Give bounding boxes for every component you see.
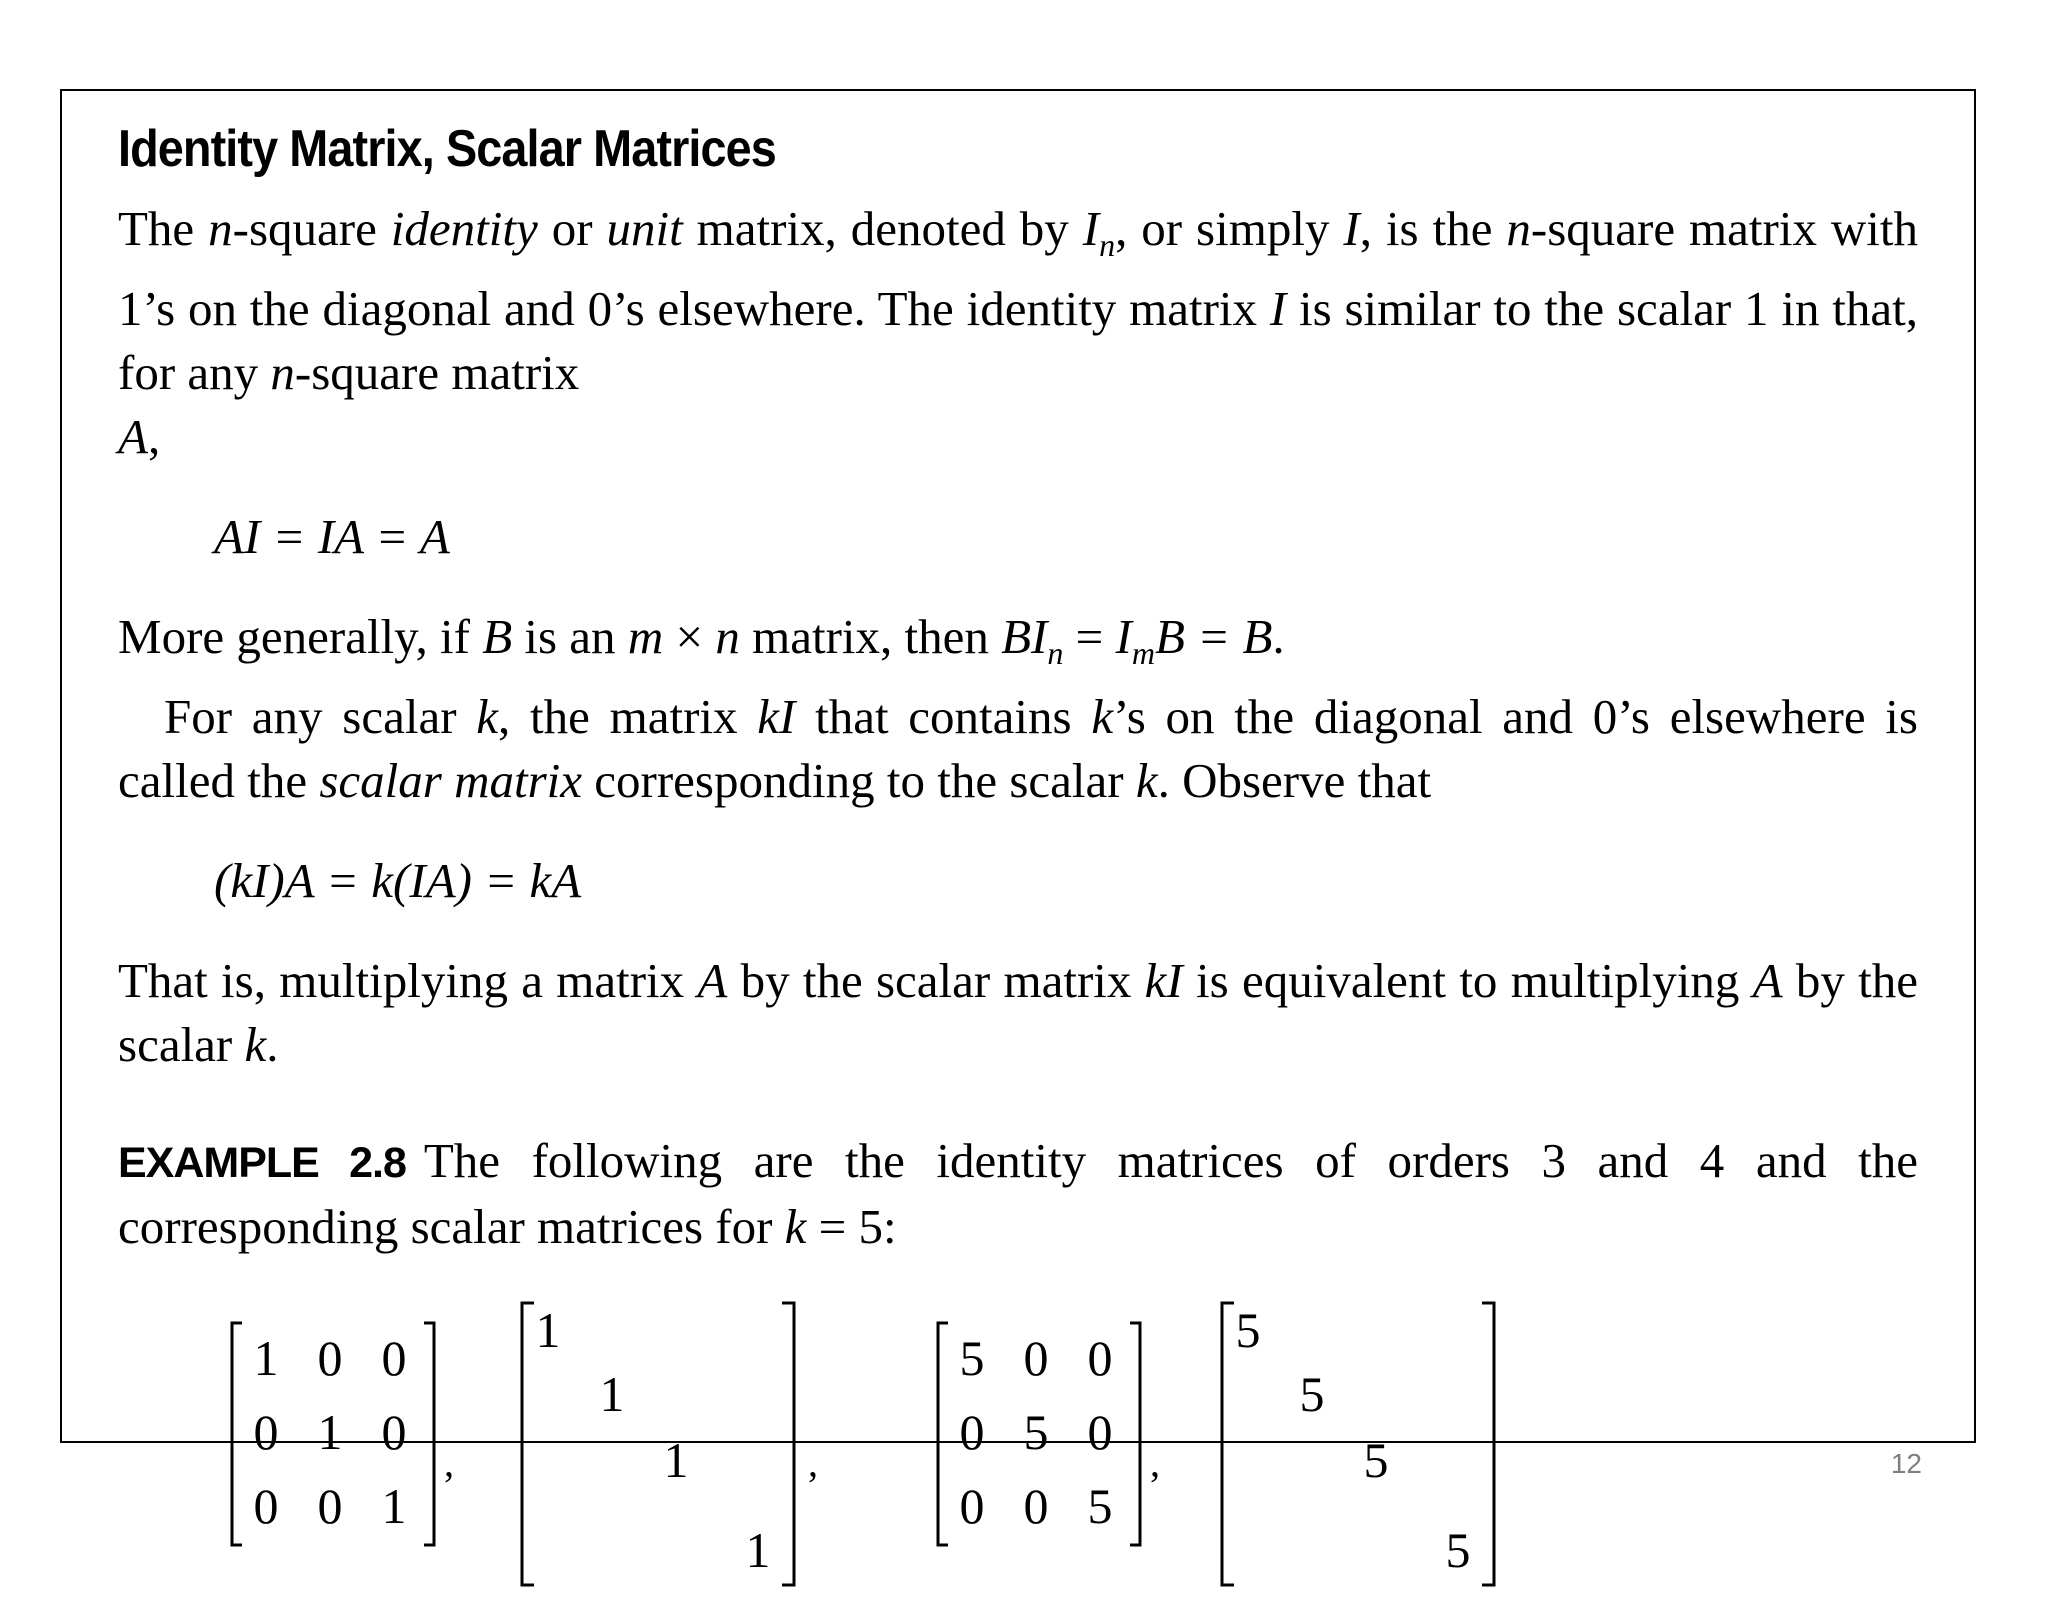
matrix-entry: 5 bbox=[1363, 1431, 1389, 1488]
slide-content bbox=[118, 119, 1918, 1619]
matrix-entry: 5 bbox=[959, 1329, 985, 1386]
text: That is, multiplying a matrix bbox=[118, 952, 698, 1008]
identity-matrix-4 bbox=[518, 1299, 798, 1594]
text: scalar matrix bbox=[319, 752, 583, 808]
text: I bbox=[1115, 608, 1132, 664]
text: = 5: bbox=[806, 1198, 897, 1254]
text: m bbox=[627, 608, 664, 664]
matrix-entry: 0 bbox=[1023, 1477, 1049, 1534]
text: I bbox=[1269, 280, 1287, 336]
example-label: EXAMPLE 2.8 bbox=[118, 1138, 406, 1187]
text: , bbox=[147, 408, 161, 464]
text: BI bbox=[1001, 608, 1048, 664]
matrix-entry: 0 bbox=[381, 1403, 407, 1460]
left-bracket bbox=[1222, 1303, 1234, 1585]
subscript: m bbox=[1131, 634, 1155, 671]
text: by the scalar bbox=[118, 952, 1918, 1072]
text: n bbox=[715, 608, 740, 664]
paragraph-scalar-matrix bbox=[118, 685, 1918, 813]
identity-matrix-3-svg bbox=[228, 1319, 438, 1549]
left-bracket bbox=[232, 1323, 242, 1545]
text: k bbox=[1091, 688, 1114, 744]
matrix-entry: 0 bbox=[1087, 1403, 1113, 1460]
paragraph-equivalence bbox=[118, 949, 1918, 1077]
subscript: n bbox=[1047, 634, 1064, 671]
text: is an bbox=[512, 608, 628, 664]
paragraph-general-case bbox=[118, 605, 1918, 685]
page-title: Identity Matrix, Scalar Matrices bbox=[118, 120, 776, 178]
matrix-separator: , bbox=[808, 1439, 818, 1485]
text: is equivalent to multiplying bbox=[1182, 952, 1753, 1008]
matrix-entry: 1 bbox=[253, 1329, 279, 1386]
page-number: 12 bbox=[1890, 1448, 1922, 1479]
text: A bbox=[697, 952, 728, 1008]
text: ’s on the diagonal and 0’s elsewhere is called the bbox=[118, 688, 1918, 808]
matrix-entry: 0 bbox=[1023, 1329, 1049, 1386]
matrix-entry: 1 bbox=[317, 1403, 343, 1460]
matrix-entry: 5 bbox=[1023, 1403, 1049, 1460]
text: B bbox=[482, 608, 513, 664]
identity-matrix-4-svg bbox=[518, 1299, 798, 1589]
text: A bbox=[1752, 952, 1783, 1008]
example-2-8 bbox=[118, 1129, 1918, 1259]
text: n bbox=[270, 344, 295, 400]
text: I bbox=[1082, 201, 1100, 256]
text: B = B bbox=[1154, 608, 1273, 664]
text: × bbox=[663, 608, 716, 664]
text: The bbox=[118, 201, 209, 256]
text: is similar to the scalar 1 in that, for any bbox=[118, 280, 1918, 400]
text: For any scalar bbox=[164, 688, 477, 744]
example-matrices bbox=[118, 1299, 1918, 1619]
text: , or simply bbox=[1115, 201, 1344, 256]
matrix-entry: 0 bbox=[317, 1329, 343, 1386]
text: kI bbox=[1144, 952, 1183, 1008]
right-bracket bbox=[424, 1323, 434, 1545]
scalar-matrix-3-svg bbox=[934, 1319, 1144, 1549]
text: -square matrix with 1’s on the diagonal and 0’s elsewhere. The identity matrix bbox=[118, 201, 1919, 336]
matrix-entry: 5 bbox=[1445, 1521, 1471, 1578]
text: corresponding to the scalar bbox=[582, 752, 1136, 808]
paragraph-identity-definition bbox=[118, 197, 1918, 469]
text: k bbox=[784, 1198, 807, 1254]
text: -square bbox=[232, 201, 391, 256]
text: k bbox=[244, 1016, 267, 1072]
text: , is the bbox=[1359, 201, 1507, 256]
right-bracket bbox=[1482, 1303, 1494, 1585]
text: that contains bbox=[795, 688, 1092, 744]
text: matrix, denoted by bbox=[682, 201, 1083, 256]
text: k bbox=[1135, 752, 1158, 808]
text: by the scalar matrix bbox=[727, 952, 1145, 1008]
text: . Observe that bbox=[1157, 752, 1432, 808]
matrix-entry: 0 bbox=[959, 1403, 985, 1460]
text: n bbox=[1506, 201, 1531, 256]
matrix-entry: 1 bbox=[663, 1431, 689, 1488]
text: More generally, if bbox=[118, 608, 483, 664]
text: A bbox=[118, 408, 148, 464]
text: I bbox=[1343, 201, 1360, 256]
scalar-matrix-4-svg bbox=[1218, 1299, 1498, 1589]
matrix-entry: 1 bbox=[745, 1521, 771, 1578]
matrix-entry: 5 bbox=[1087, 1477, 1113, 1534]
identity-matrix-3 bbox=[228, 1319, 438, 1554]
matrix-entry: 0 bbox=[253, 1403, 279, 1460]
text: matrix, then bbox=[739, 608, 1002, 664]
matrix-entry: 5 bbox=[1299, 1365, 1325, 1422]
matrix-entry: 0 bbox=[1087, 1329, 1113, 1386]
matrix-entry: 1 bbox=[381, 1477, 407, 1534]
text: = bbox=[1063, 608, 1116, 664]
text: or bbox=[537, 201, 607, 256]
matrix-entry: 0 bbox=[317, 1477, 343, 1534]
right-bracket bbox=[1130, 1323, 1140, 1545]
right-bracket bbox=[782, 1303, 794, 1585]
text: identity bbox=[390, 201, 538, 256]
text: -square matrix bbox=[294, 344, 580, 400]
matrix-separator: , bbox=[1150, 1439, 1160, 1485]
text: n bbox=[208, 201, 233, 256]
matrix-entry: 0 bbox=[253, 1477, 279, 1534]
text: . bbox=[266, 1016, 279, 1072]
equation-scalar: (kI)A = k(IA) = kA bbox=[214, 852, 582, 908]
matrix-entry: 5 bbox=[1235, 1301, 1261, 1358]
equation-identity: AI = IA = A bbox=[214, 508, 450, 564]
left-bracket bbox=[938, 1323, 948, 1545]
scalar-matrix-3 bbox=[934, 1319, 1144, 1554]
matrix-entry: 0 bbox=[959, 1477, 985, 1534]
text: k bbox=[476, 688, 499, 744]
text: . bbox=[1272, 608, 1285, 664]
text: unit bbox=[606, 201, 683, 256]
matrix-entry: 1 bbox=[535, 1301, 561, 1358]
text: The following are the identity matrices of orders 3 and 4 and the corresponding scalar matrices for bbox=[118, 1132, 1918, 1254]
matrix-separator: , bbox=[444, 1439, 454, 1485]
text: , the matrix bbox=[498, 688, 758, 744]
text: kI bbox=[757, 688, 796, 744]
matrix-entry: 0 bbox=[381, 1329, 407, 1386]
scalar-matrix-4 bbox=[1218, 1299, 1498, 1594]
left-bracket bbox=[522, 1303, 534, 1585]
matrix-entry: 1 bbox=[599, 1365, 625, 1422]
subscript: n bbox=[1099, 226, 1116, 263]
